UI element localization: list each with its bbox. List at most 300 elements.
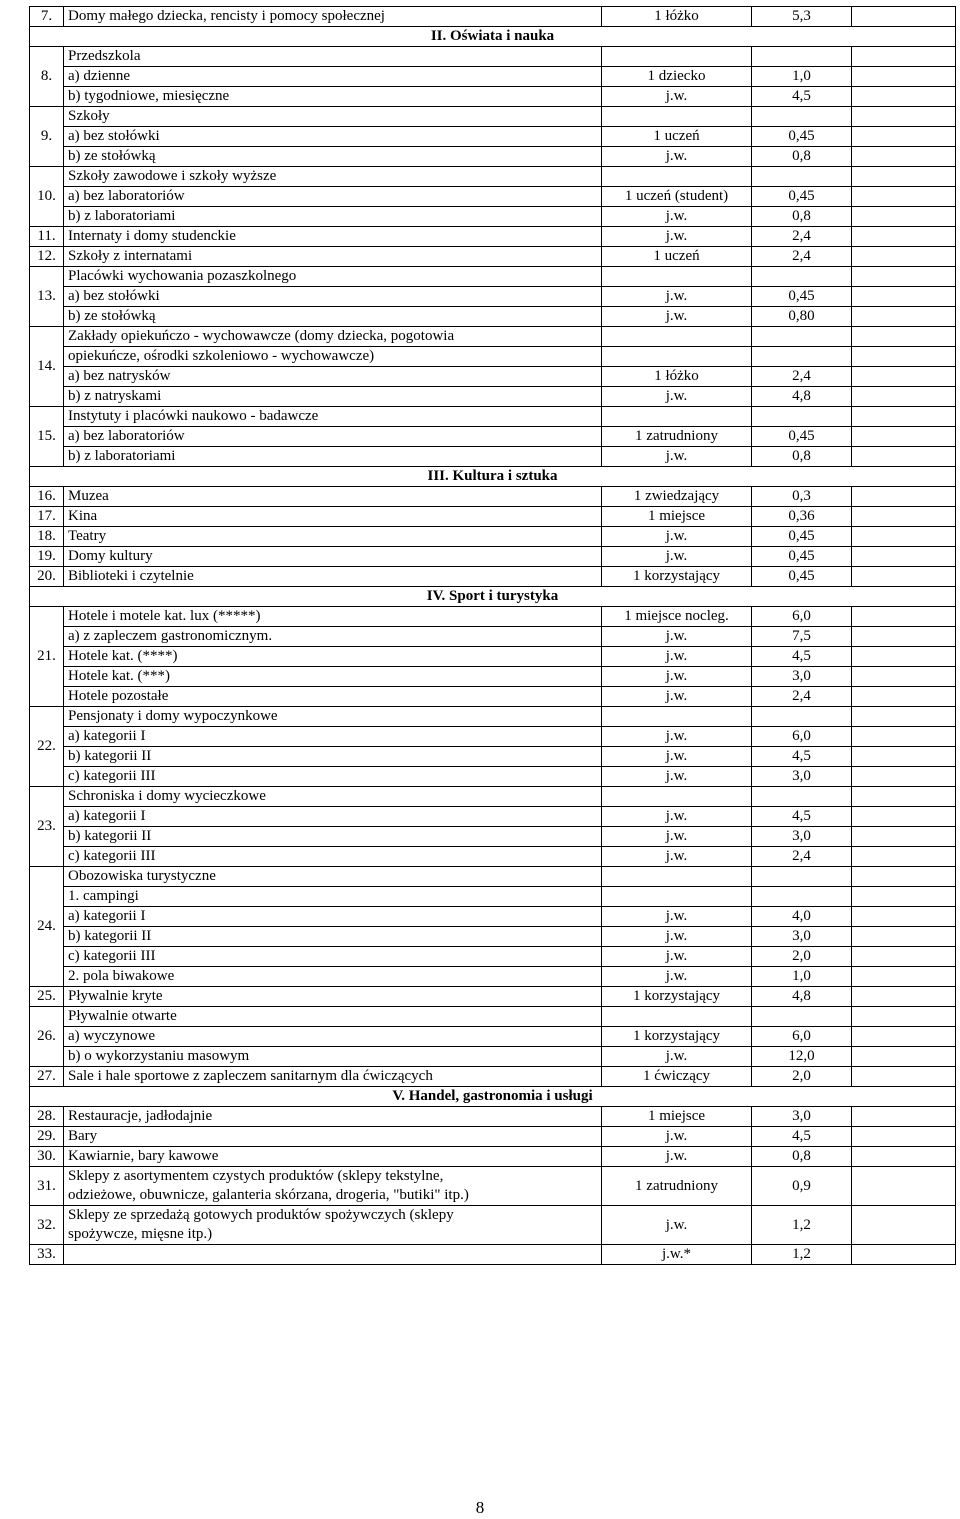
table-row bbox=[30, 1067, 956, 1087]
unit-cell: j.w. bbox=[602, 967, 752, 987]
unit-cell: j.w. bbox=[602, 947, 752, 967]
value-cell bbox=[752, 347, 852, 367]
facility-name: Przedszkola bbox=[64, 47, 602, 67]
unit-cell bbox=[602, 887, 752, 907]
row-number: 33. bbox=[30, 1245, 64, 1265]
table-row bbox=[30, 1167, 956, 1206]
table-row bbox=[30, 147, 956, 167]
table-row bbox=[30, 667, 956, 687]
facility-name-line: Pływalnie kryte bbox=[68, 988, 163, 1004]
table-row bbox=[30, 327, 956, 347]
blank-cell bbox=[852, 47, 956, 67]
unit-cell: 1 korzystający bbox=[602, 1027, 752, 1047]
blank-cell bbox=[852, 847, 956, 867]
value-cell bbox=[752, 267, 852, 287]
unit-cell: 1 zatrudniony bbox=[602, 427, 752, 447]
value-cell bbox=[752, 867, 852, 887]
blank-cell bbox=[852, 207, 956, 227]
blank-cell bbox=[852, 487, 956, 507]
blank-cell bbox=[852, 727, 956, 747]
facility-name-line: Bary bbox=[68, 1128, 98, 1144]
facility-name: b) z laboratoriami bbox=[64, 207, 602, 227]
facility-name: b) kategorii II bbox=[64, 927, 602, 947]
table-row bbox=[30, 7, 956, 27]
facility-name: c) kategorii III bbox=[64, 947, 602, 967]
table-row bbox=[30, 1007, 956, 1027]
facility-name-line: Internaty i domy studenckie bbox=[68, 228, 236, 244]
facility-name-line: Sklepy z asortymentem czystych produktów (sklepy tekstylne, bbox=[68, 1168, 444, 1184]
table-row bbox=[30, 767, 956, 787]
blank-cell bbox=[852, 227, 956, 247]
value-cell: 4,5 bbox=[752, 807, 852, 827]
facility-name: Instytuty i placówki naukowo - badawcze bbox=[64, 407, 602, 427]
unit-cell: j.w. bbox=[602, 767, 752, 787]
section-row bbox=[30, 1087, 956, 1107]
blank-cell bbox=[852, 627, 956, 647]
table-row bbox=[30, 967, 956, 987]
table-row bbox=[30, 887, 956, 907]
unit-cell: 1 miejsce nocleg. bbox=[602, 607, 752, 627]
value-cell: 7,5 bbox=[752, 627, 852, 647]
table-row bbox=[30, 1206, 956, 1245]
value-cell: 0,45 bbox=[752, 427, 852, 447]
unit-cell: 1 uczeń (student) bbox=[602, 187, 752, 207]
blank-cell bbox=[852, 607, 956, 627]
value-cell: 12,0 bbox=[752, 1047, 852, 1067]
table-row bbox=[30, 827, 956, 847]
table-row bbox=[30, 207, 956, 227]
table-row bbox=[30, 727, 956, 747]
facility-name: a) bez laboratoriów bbox=[64, 187, 602, 207]
unit-cell: 1 zwiedzający bbox=[602, 487, 752, 507]
facility-name bbox=[64, 547, 602, 567]
facility-name bbox=[64, 1127, 602, 1147]
unit-cell: 1 uczeń bbox=[602, 247, 752, 267]
blank-cell bbox=[852, 507, 956, 527]
blank-cell bbox=[852, 967, 956, 987]
unit-cell: 1 uczeń bbox=[602, 127, 752, 147]
unit-cell: 1 korzystający bbox=[602, 987, 752, 1007]
table-row bbox=[30, 927, 956, 947]
unit-cell: 1 łóżko bbox=[602, 367, 752, 387]
row-number: 22. bbox=[30, 707, 64, 787]
parking-index-table bbox=[29, 6, 956, 1265]
facility-name: Obozowiska turystyczne bbox=[64, 867, 602, 887]
row-number: 19. bbox=[30, 547, 64, 567]
blank-cell bbox=[852, 687, 956, 707]
table-row bbox=[30, 287, 956, 307]
table-row bbox=[30, 807, 956, 827]
value-cell bbox=[752, 407, 852, 427]
blank-cell bbox=[852, 647, 956, 667]
row-number: 32. bbox=[30, 1206, 64, 1245]
value-cell: 2,4 bbox=[752, 687, 852, 707]
value-cell: 2,4 bbox=[752, 367, 852, 387]
facility-name-line: Domy małego dziecka, rencisty i pomocy społecznej bbox=[68, 8, 385, 24]
row-number: 31. bbox=[30, 1167, 64, 1206]
facility-name bbox=[64, 227, 602, 247]
value-cell: 3,0 bbox=[752, 767, 852, 787]
facility-name: Pływalnie otwarte bbox=[64, 1007, 602, 1027]
value-cell: 3,0 bbox=[752, 1107, 852, 1127]
section-title: III. Kultura i sztuka bbox=[30, 467, 956, 487]
unit-cell: j.w. bbox=[602, 87, 752, 107]
facility-name: b) kategorii II bbox=[64, 827, 602, 847]
unit-cell: j.w. bbox=[602, 687, 752, 707]
blank-cell bbox=[852, 1107, 956, 1127]
value-cell: 0,8 bbox=[752, 207, 852, 227]
blank-cell bbox=[852, 167, 956, 187]
row-number: 20. bbox=[30, 567, 64, 587]
blank-cell bbox=[852, 7, 956, 27]
blank-cell bbox=[852, 187, 956, 207]
facility-name: b) o wykorzystaniu masowym bbox=[64, 1047, 602, 1067]
unit-cell: 1 zatrudniony bbox=[602, 1167, 752, 1206]
table-row bbox=[30, 747, 956, 767]
table-row bbox=[30, 867, 956, 887]
row-number: 15. bbox=[30, 407, 64, 467]
section-title: IV. Sport i turystyka bbox=[30, 587, 956, 607]
table-row bbox=[30, 167, 956, 187]
unit-cell: 1 ćwiczący bbox=[602, 1067, 752, 1087]
table-row bbox=[30, 527, 956, 547]
unit-cell: j.w. bbox=[602, 287, 752, 307]
section-row bbox=[30, 467, 956, 487]
blank-cell bbox=[852, 567, 956, 587]
table-row bbox=[30, 547, 956, 567]
value-cell: 2,4 bbox=[752, 227, 852, 247]
row-number: 18. bbox=[30, 527, 64, 547]
facility-name bbox=[64, 1245, 602, 1265]
value-cell: 3,0 bbox=[752, 667, 852, 687]
table-row bbox=[30, 387, 956, 407]
facility-name-line: Domy kultury bbox=[68, 548, 153, 564]
blank-cell bbox=[852, 447, 956, 467]
blank-cell bbox=[852, 1147, 956, 1167]
unit-cell: j.w.* bbox=[602, 1245, 752, 1265]
value-cell: 4,8 bbox=[752, 987, 852, 1007]
unit-cell bbox=[602, 1007, 752, 1027]
facility-name-line: Sale i hale sportowe z zapleczem sanitarnym dla ćwiczących bbox=[68, 1068, 433, 1084]
unit-cell: j.w. bbox=[602, 387, 752, 407]
value-cell: 0,45 bbox=[752, 127, 852, 147]
blank-cell bbox=[852, 947, 956, 967]
value-cell: 0,45 bbox=[752, 187, 852, 207]
facility-name: opiekuńcze, ośrodki szkoleniowo - wychowawcze) bbox=[64, 347, 602, 367]
table-row bbox=[30, 987, 956, 1007]
facility-name-line: Kawiarnie, bary kawowe bbox=[68, 1148, 219, 1164]
section-title: II. Oświata i nauka bbox=[30, 27, 956, 47]
row-number: 28. bbox=[30, 1107, 64, 1127]
facility-name: Hotele kat. (***) bbox=[64, 667, 602, 687]
blank-cell bbox=[852, 787, 956, 807]
table-row bbox=[30, 627, 956, 647]
facility-name: Placówki wychowania pozaszkolnego bbox=[64, 267, 602, 287]
blank-cell bbox=[852, 327, 956, 347]
table-row bbox=[30, 1107, 956, 1127]
value-cell: 4,0 bbox=[752, 907, 852, 927]
unit-cell bbox=[602, 47, 752, 67]
blank-cell bbox=[852, 527, 956, 547]
blank-cell bbox=[852, 427, 956, 447]
table-row bbox=[30, 87, 956, 107]
value-cell bbox=[752, 167, 852, 187]
table-row bbox=[30, 907, 956, 927]
value-cell bbox=[752, 887, 852, 907]
value-cell: 0,45 bbox=[752, 287, 852, 307]
blank-cell bbox=[852, 127, 956, 147]
blank-cell bbox=[852, 267, 956, 287]
unit-cell: j.w. bbox=[602, 727, 752, 747]
facility-name: b) ze stołówką bbox=[64, 147, 602, 167]
facility-name-line: Biblioteki i czytelnie bbox=[68, 568, 194, 584]
unit-cell: j.w. bbox=[602, 1147, 752, 1167]
blank-cell bbox=[852, 547, 956, 567]
blank-cell bbox=[852, 987, 956, 1007]
blank-cell bbox=[852, 387, 956, 407]
facility-name: Hotele pozostałe bbox=[64, 687, 602, 707]
facility-name: a) kategorii I bbox=[64, 807, 602, 827]
table-row bbox=[30, 267, 956, 287]
unit-cell: j.w. bbox=[602, 307, 752, 327]
table-row bbox=[30, 227, 956, 247]
section-title: V. Handel, gastronomia i usługi bbox=[30, 1087, 956, 1107]
unit-cell bbox=[602, 327, 752, 347]
blank-cell bbox=[852, 67, 956, 87]
facility-name: Hotele kat. (****) bbox=[64, 647, 602, 667]
row-number: 23. bbox=[30, 787, 64, 867]
blank-cell bbox=[852, 107, 956, 127]
facility-name bbox=[64, 1107, 602, 1127]
value-cell: 6,0 bbox=[752, 607, 852, 627]
value-cell bbox=[752, 327, 852, 347]
blank-cell bbox=[852, 1245, 956, 1265]
facility-name: 1. campingi bbox=[64, 887, 602, 907]
facility-name: Hotele i motele kat. lux (*****) bbox=[64, 607, 602, 627]
unit-cell: j.w. bbox=[602, 807, 752, 827]
row-number: 9. bbox=[30, 107, 64, 167]
unit-cell bbox=[602, 107, 752, 127]
facility-name: c) kategorii III bbox=[64, 847, 602, 867]
unit-cell bbox=[602, 167, 752, 187]
facility-name-line: Sklepy ze sprzedażą gotowych produktów spożywczych (sklepy bbox=[68, 1207, 454, 1223]
facility-name: Szkoły zawodowe i szkoły wyższe bbox=[64, 167, 602, 187]
table-row bbox=[30, 787, 956, 807]
table-row bbox=[30, 647, 956, 667]
value-cell: 0,45 bbox=[752, 567, 852, 587]
row-number: 26. bbox=[30, 1007, 64, 1067]
facility-name: b) kategorii II bbox=[64, 747, 602, 767]
table-row bbox=[30, 427, 956, 447]
facility-name: a) bez laboratoriów bbox=[64, 427, 602, 447]
facility-name bbox=[64, 567, 602, 587]
value-cell: 0,9 bbox=[752, 1167, 852, 1206]
table-row bbox=[30, 367, 956, 387]
unit-cell: j.w. bbox=[602, 647, 752, 667]
facility-name-line: Szkoły z internatami bbox=[68, 248, 193, 264]
table-row bbox=[30, 407, 956, 427]
facility-name bbox=[64, 1067, 602, 1087]
section-row bbox=[30, 587, 956, 607]
blank-cell bbox=[852, 1127, 956, 1147]
value-cell: 2,4 bbox=[752, 247, 852, 267]
table-row bbox=[30, 567, 956, 587]
facility-name: Pensjonaty i domy wypoczynkowe bbox=[64, 707, 602, 727]
facility-name: Szkoły bbox=[64, 107, 602, 127]
row-number: 29. bbox=[30, 1127, 64, 1147]
blank-cell bbox=[852, 1007, 956, 1027]
facility-name: a) bez stołówki bbox=[64, 287, 602, 307]
blank-cell bbox=[852, 867, 956, 887]
table-row bbox=[30, 107, 956, 127]
table-row bbox=[30, 47, 956, 67]
facility-name bbox=[64, 1206, 602, 1245]
facility-name: b) z laboratoriami bbox=[64, 447, 602, 467]
value-cell: 1,0 bbox=[752, 967, 852, 987]
blank-cell bbox=[852, 1167, 956, 1206]
unit-cell bbox=[602, 347, 752, 367]
table-row bbox=[30, 307, 956, 327]
table-row bbox=[30, 127, 956, 147]
blank-cell bbox=[852, 707, 956, 727]
unit-cell: 1 dziecko bbox=[602, 67, 752, 87]
value-cell: 4,5 bbox=[752, 747, 852, 767]
unit-cell: j.w. bbox=[602, 207, 752, 227]
table-row bbox=[30, 947, 956, 967]
row-number: 14. bbox=[30, 327, 64, 407]
facility-name-line: Muzea bbox=[68, 488, 109, 504]
value-cell: 2,0 bbox=[752, 1067, 852, 1087]
facility-name: a) kategorii I bbox=[64, 727, 602, 747]
row-number: 24. bbox=[30, 867, 64, 987]
value-cell: 1,2 bbox=[752, 1206, 852, 1245]
value-cell: 0,45 bbox=[752, 527, 852, 547]
table-row bbox=[30, 507, 956, 527]
table-row bbox=[30, 247, 956, 267]
blank-cell bbox=[852, 907, 956, 927]
unit-cell bbox=[602, 267, 752, 287]
row-number: 27. bbox=[30, 1067, 64, 1087]
unit-cell: j.w. bbox=[602, 747, 752, 767]
blank-cell bbox=[852, 87, 956, 107]
table-row bbox=[30, 707, 956, 727]
unit-cell: j.w. bbox=[602, 927, 752, 947]
value-cell: 4,5 bbox=[752, 647, 852, 667]
row-number: 17. bbox=[30, 507, 64, 527]
unit-cell bbox=[602, 867, 752, 887]
table-row bbox=[30, 487, 956, 507]
blank-cell bbox=[852, 887, 956, 907]
unit-cell: j.w. bbox=[602, 227, 752, 247]
unit-cell: 1 łóżko bbox=[602, 7, 752, 27]
facility-name: a) z zapleczem gastronomicznym. bbox=[64, 627, 602, 647]
value-cell bbox=[752, 1007, 852, 1027]
facility-name: b) ze stołówką bbox=[64, 307, 602, 327]
blank-cell bbox=[852, 287, 956, 307]
facility-name bbox=[64, 1167, 602, 1206]
row-number: 30. bbox=[30, 1147, 64, 1167]
row-number: 12. bbox=[30, 247, 64, 267]
value-cell: 0,36 bbox=[752, 507, 852, 527]
unit-cell bbox=[602, 707, 752, 727]
blank-cell bbox=[852, 1206, 956, 1245]
value-cell: 5,3 bbox=[752, 7, 852, 27]
table-row bbox=[30, 1127, 956, 1147]
blank-cell bbox=[852, 827, 956, 847]
blank-cell bbox=[852, 367, 956, 387]
table-row bbox=[30, 847, 956, 867]
value-cell: 0,45 bbox=[752, 547, 852, 567]
facility-name-line: Teatry bbox=[68, 528, 107, 544]
table-row bbox=[30, 1245, 956, 1265]
unit-cell: j.w. bbox=[602, 847, 752, 867]
value-cell: 1,0 bbox=[752, 67, 852, 87]
unit-cell: 1 miejsce bbox=[602, 1107, 752, 1127]
value-cell: 4,8 bbox=[752, 387, 852, 407]
table-row bbox=[30, 687, 956, 707]
blank-cell bbox=[852, 667, 956, 687]
blank-cell bbox=[852, 1067, 956, 1087]
value-cell: 4,5 bbox=[752, 1127, 852, 1147]
unit-cell: j.w. bbox=[602, 147, 752, 167]
facility-name bbox=[64, 7, 602, 27]
row-number: 8. bbox=[30, 47, 64, 107]
value-cell: 6,0 bbox=[752, 1027, 852, 1047]
value-cell bbox=[752, 47, 852, 67]
value-cell: 4,5 bbox=[752, 87, 852, 107]
unit-cell: j.w. bbox=[602, 627, 752, 647]
blank-cell bbox=[852, 1047, 956, 1067]
value-cell: 0,8 bbox=[752, 147, 852, 167]
table-row bbox=[30, 1027, 956, 1047]
facility-name: Schroniska i domy wycieczkowe bbox=[64, 787, 602, 807]
facility-name: a) wyczynowe bbox=[64, 1027, 602, 1047]
page-number: 8 bbox=[475, 1498, 485, 1517]
unit-cell: j.w. bbox=[602, 1127, 752, 1147]
facility-name-line: odzieżowe, obuwnicze, galanteria skórzana, drogeria, "butiki" itp.) bbox=[68, 1187, 469, 1203]
facility-name bbox=[64, 247, 602, 267]
table-body bbox=[30, 7, 956, 1265]
facility-name: a) dzienne bbox=[64, 67, 602, 87]
table-row bbox=[30, 1147, 956, 1167]
unit-cell: j.w. bbox=[602, 827, 752, 847]
facility-name: a) bez stołówki bbox=[64, 127, 602, 147]
table-row bbox=[30, 347, 956, 367]
unit-cell: j.w. bbox=[602, 447, 752, 467]
facility-name-line: spożywcze, mięsne itp.) bbox=[68, 1226, 213, 1242]
value-cell: 2,0 bbox=[752, 947, 852, 967]
unit-cell: j.w. bbox=[602, 1206, 752, 1245]
unit-cell: j.w. bbox=[602, 527, 752, 547]
row-number: 16. bbox=[30, 487, 64, 507]
blank-cell bbox=[852, 807, 956, 827]
blank-cell bbox=[852, 407, 956, 427]
value-cell: 0,3 bbox=[752, 487, 852, 507]
blank-cell bbox=[852, 307, 956, 327]
facility-name: a) kategorii I bbox=[64, 907, 602, 927]
table-row bbox=[30, 1047, 956, 1067]
facility-name bbox=[64, 507, 602, 527]
facility-name: 2. pola biwakowe bbox=[64, 967, 602, 987]
row-number: 11. bbox=[30, 227, 64, 247]
facility-name bbox=[64, 1147, 602, 1167]
table-row bbox=[30, 67, 956, 87]
blank-cell bbox=[852, 767, 956, 787]
blank-cell bbox=[852, 747, 956, 767]
facility-name: Zakłady opiekuńczo - wychowawcze (domy dziecka, pogotowia bbox=[64, 327, 602, 347]
facility-name: c) kategorii III bbox=[64, 767, 602, 787]
blank-cell bbox=[852, 247, 956, 267]
